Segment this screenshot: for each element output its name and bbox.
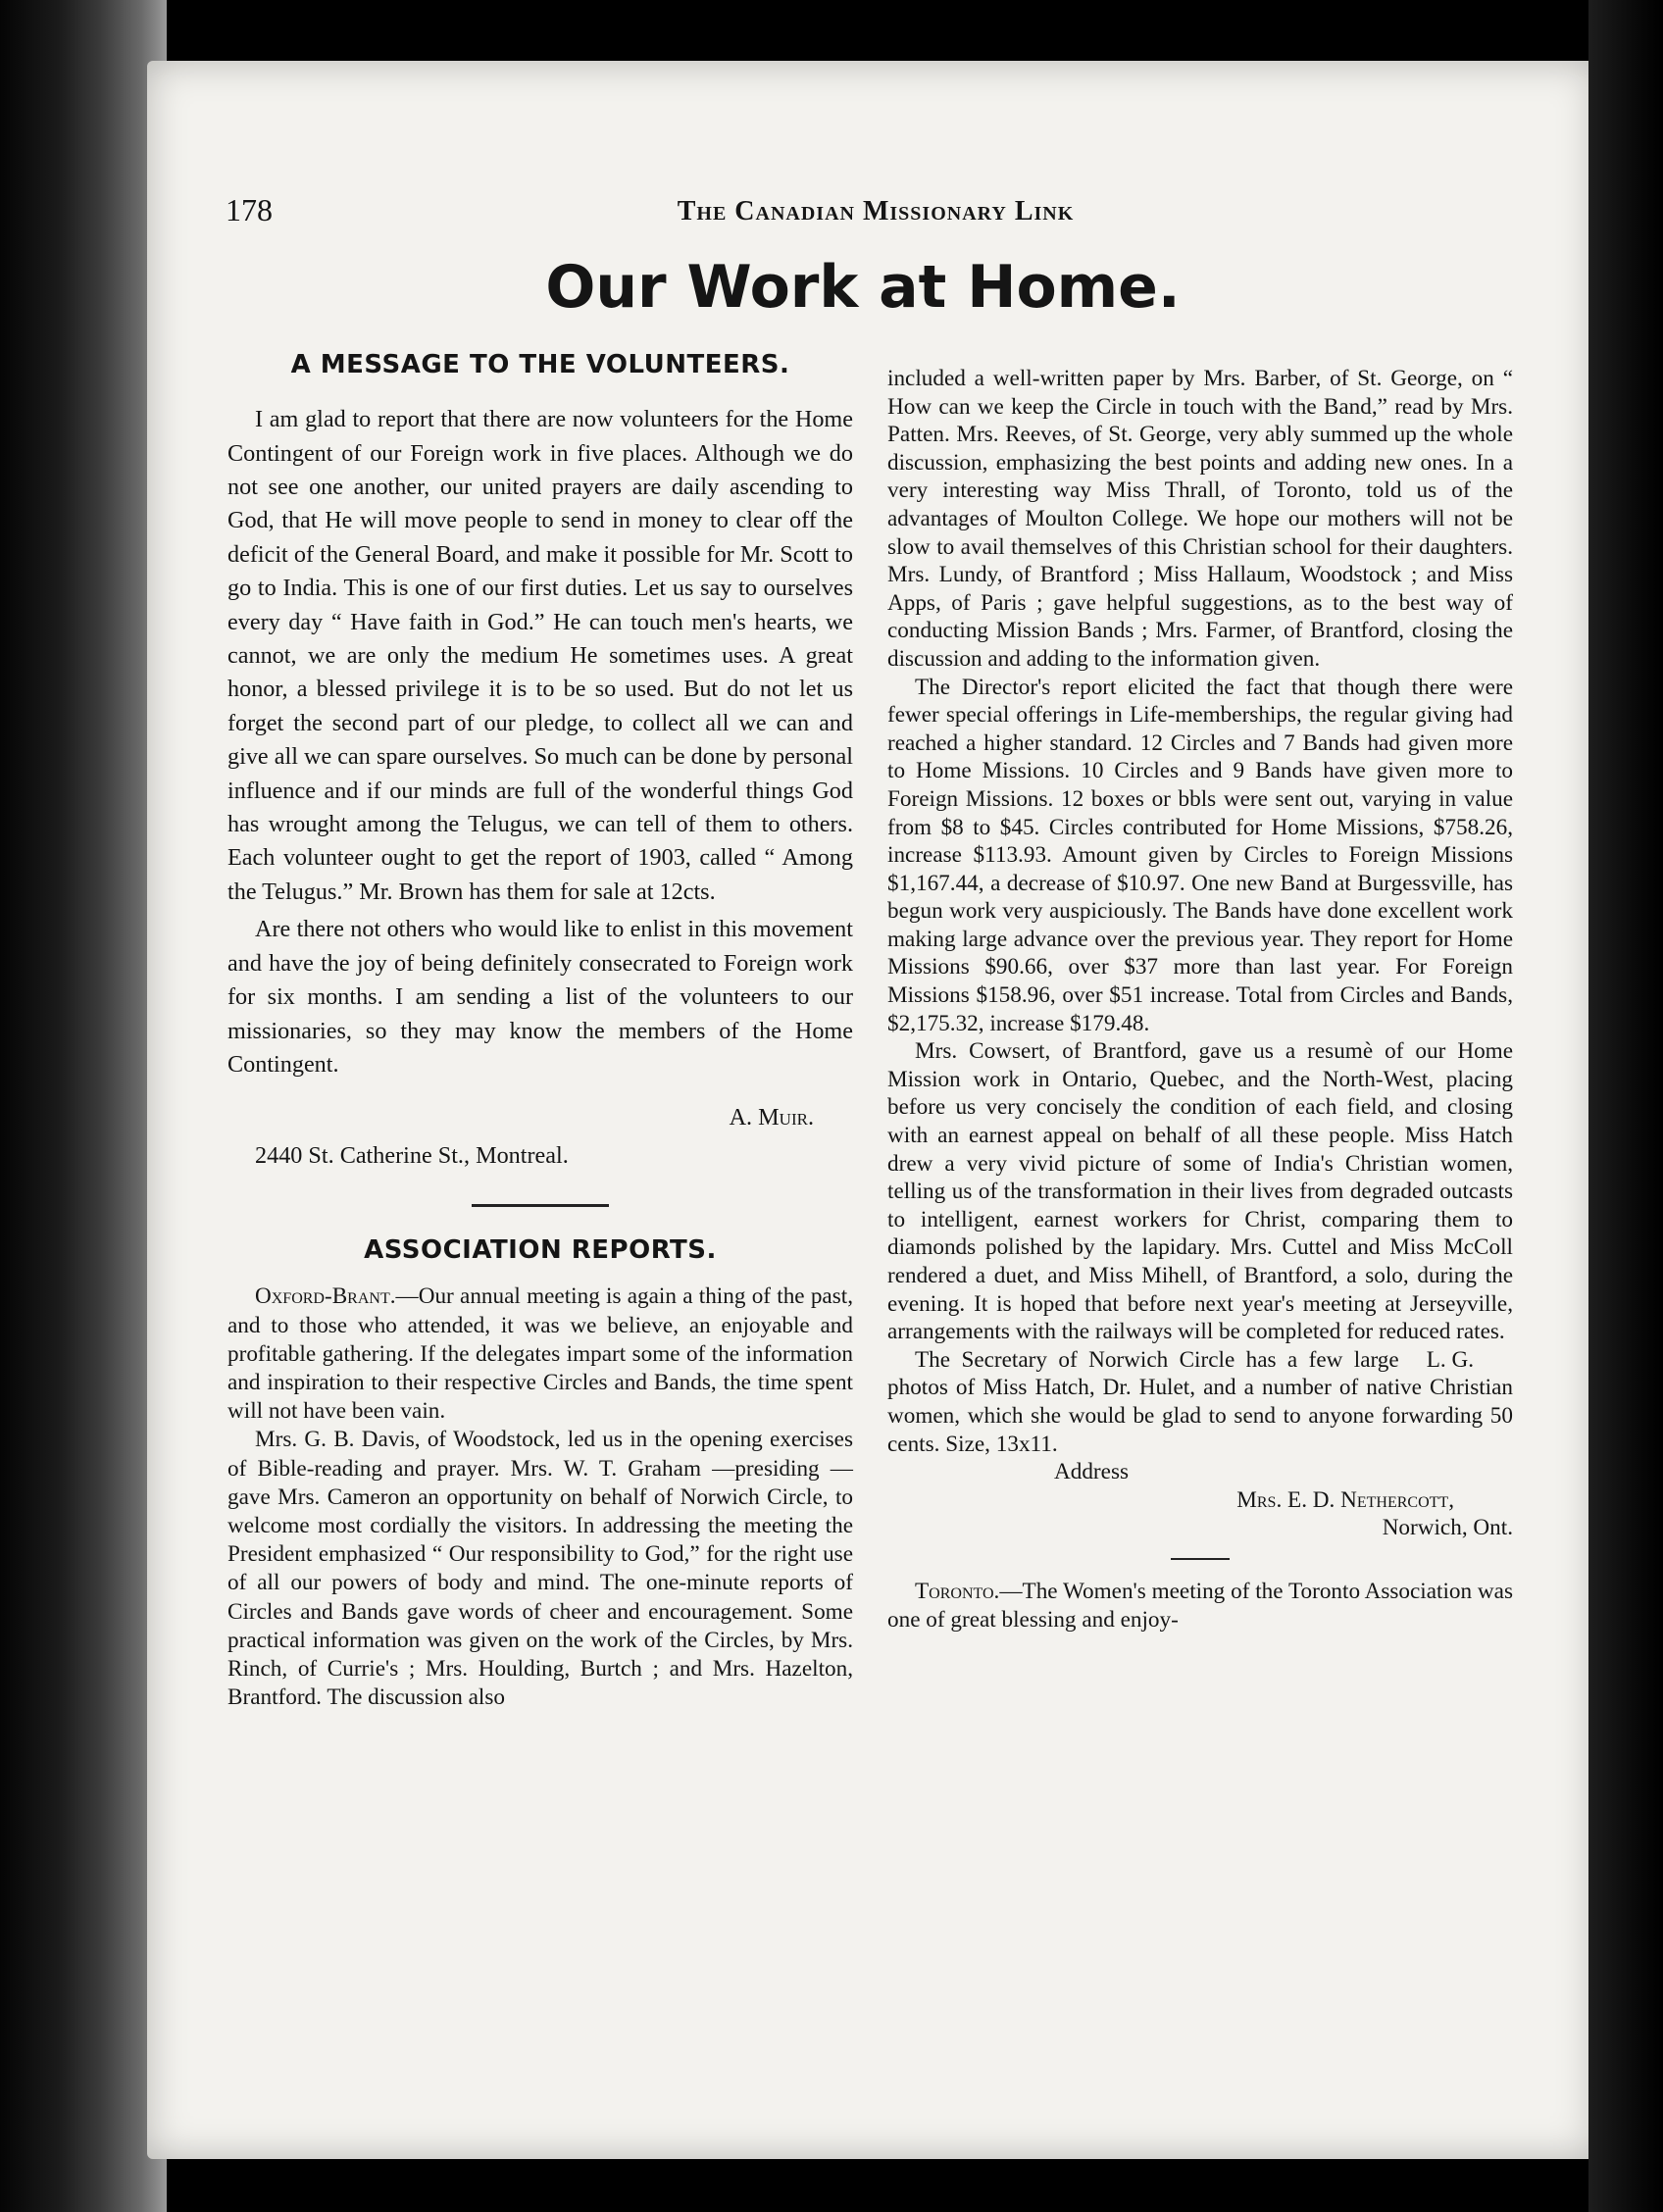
- notice-address-label: Address: [1054, 1459, 1129, 1485]
- left-column: [227, 351, 853, 1712]
- oxford-brant-label: Oxford-Brant.: [255, 1283, 396, 1310]
- notice-divider: [1171, 1558, 1230, 1560]
- association-reports: [227, 1236, 853, 1712]
- right-column: [887, 365, 1513, 1634]
- toronto-label: Toronto.: [915, 1578, 1000, 1604]
- book-spine-edge: [0, 0, 167, 2212]
- directors-report-paragraph: The Director's report elicited the fact that though there were fewer special offerings in Life-memberships, the regular giving had reached a higher standard. 12 Circles and 7 Bands had given more to Home Missions. 10 Circles and 9 Bands have given more to Foreign Missions. 12 boxes or bbls were sent out, varying in value from $8 to $45. Circles contributed for Home Missions, $758.26, increase $113.93. Amount given by Circles to Foreign Missions $1,167.44, a decrease of $10.97. One new Band at Burgessville, has begun work very auspiciously. The Bands have done excellent work making large advance over the previous year. They report for Home Missions $90.66, over $37 more than last year. For Foreign Missions $158.96, over $51 increase. Total from Circles and Bands, $2,175.32, increase $179.48.: [887, 674, 1513, 1036]
- report-signature: L. G.: [1426, 1346, 1474, 1373]
- oxford-brant-text: —Our annual meeting is again a thing of the past, and to those who attended, it was we believe, an enjoyable and profitable gathering. If the delegates impart some of the information and inspiration to their respective Circles and Bands, the time spent will not have been vain.: [227, 1283, 853, 1425]
- oxford-brant-continued: included a well-written paper by Mrs. Barber, of St. George, on “ How can we keep the Circle in touch with the Band,” read by Mrs. Patten. Mrs. Reeves, of St. George, very ably summed up the whole discussion, emphasizing the best points and adding new ones. In a very interesting way Miss Thrall, of Toronto, told us of the advantages of Moulton College. We hope our mothers will not be slow to avail themselves of this Christian school for their daughters. Mrs. Lundy, of Brantford ; Miss Hallaum, Woodstock ; and Miss Apps, of Paris ; gave helpful suggestions, as to the best way of conducting Mission Bands ; Mrs. Farmer, of Brantford, closing the discussion and adding to the information given.: [887, 366, 1513, 672]
- volunteers-paragraph-1: I am glad to report that there are now volunteers for the Home Contingent of our Foreign work in five places. Although we do not see one another, our united prayers are daily ascending to God, that He will move people to send in money to clear off the deficit of the General Board, and make it possible for Mr. Scott to go to India. This is one of our first duties. Let us say to ourselves every day “ Have faith in God.” He can touch men's hearts, we cannot, we are only the medium He sometimes uses. A great honor, a blessed privilege it is to be so used. But do not let us forget the second part of our pledge, to collect all we can and give all we can spare ourselves. So much can be done by personal influence and if our minds are full of the wonderful things God has wrought among the Telugus, we can tell of them to others. Each volunteer ought to get the report of 1903, called “ Among the Telugus.” Mr. Brown has them for sale at 12cts.: [227, 406, 853, 905]
- cowsert-paragraph: [887, 1037, 1513, 1373]
- book-gutter-edge: [1588, 0, 1663, 2212]
- oxford-brant-paragraph-2: Mrs. G. B. Davis, of Woodstock, led us in the opening exercises of Bible-reading and prayer. Mrs. W. T. Graham —presiding — gave Mrs. Cameron an opportunity on behalf of Norwich Circle, to welcome most cordially the visitors. In addressing the meeting the President emphasized “ Our responsibility to God,” for the right use of all our powers of body and mind. The one-minute reports of Circles and Bands gave words of cheer and encouragement. Some practical information was given on the work of the Circles, by Mrs. Rinch, of Currie's ; Mrs. Houlding, Burtch ; and Mrs. Hazelton, Brantford. The discussion also: [227, 1427, 853, 1711]
- toronto-paragraph: [887, 1578, 1513, 1634]
- toronto-text: —The Women's meeting of the Toronto Association was one of great blessing and enjoy-: [887, 1578, 1513, 1633]
- volunteers-address: 2440 St. Catherine St., Montreal.: [255, 1141, 569, 1169]
- volunteers-paragraph-2: Are there not others who would like to enlist in this movement and have the joy of being definitely consecrated to Foreign work for six months. I am sending a list of the volunteers to our missionaries, so they may know the members of the Home Contingent.: [227, 916, 853, 1078]
- section-divider: [472, 1204, 609, 1207]
- association-heading: ASSOCIATION REPORTS.: [364, 1235, 717, 1266]
- running-head: The Canadian Missionary Link: [677, 196, 1075, 226]
- volunteers-body: [227, 403, 853, 1173]
- page-number: 178: [226, 192, 273, 227]
- volunteers-heading: A MESSAGE TO THE VOLUNTEERS.: [290, 350, 790, 379]
- notice-address-town: Norwich, Ont.: [1382, 1515, 1513, 1541]
- secretary-notice: The Secretary of Norwich Circle has a few large photos of Miss Hatch, Dr. Hulet, and a number of native Christian women, which she would be glad to send to anyone forwarding 50 cents. Size, 13x11.: [887, 1346, 1513, 1457]
- section-title: Our Work at Home.: [545, 253, 1181, 322]
- notice-address-name: Mrs. E. D. Nethercott,: [1236, 1486, 1454, 1513]
- oxford-brant-paragraph-1: [227, 1282, 853, 1426]
- volunteers-signature: A. Muir.: [729, 1104, 814, 1131]
- cowsert-text: Mrs. Cowsert, of Brantford, gave us a resumè of our Home Mission work in Ontario, Quebec, and the North-West, placing before us very concisely the condition of each field, and closing with an earnest appeal on behalf of all these people. Miss Hatch drew a very vivid picture of some of India's Christian women, telling us of the transformation in their lives from degraded outcasts to intelligent, earnest workers for Christ, comparing them to diamonds polished by the lapidary. Mrs. Cuttel and Miss McColl rendered a duet, and Miss Mihell, of Brantford, a solo, during the evening. It is hoped that before next year's meeting at Jerseyville, arrangements with the railways will be completed for reduced rates.: [887, 1038, 1513, 1345]
